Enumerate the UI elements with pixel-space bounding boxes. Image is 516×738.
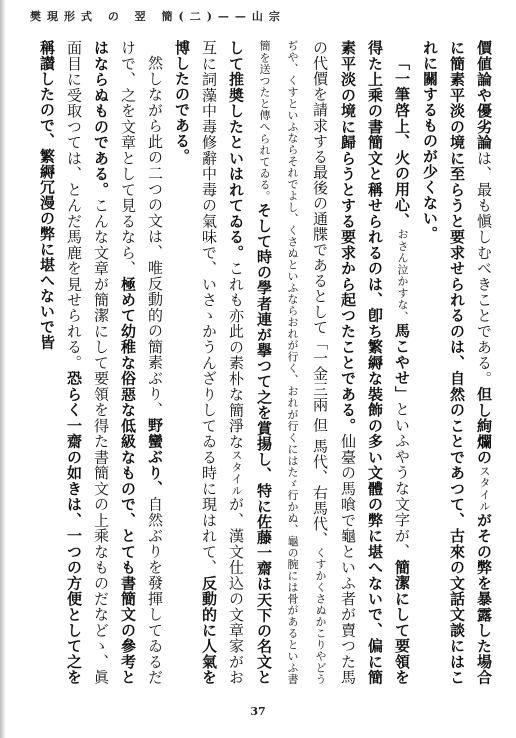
paragraph: [33, 40, 168, 685]
emphasis-text: 「一筆啓上、火の用心、: [393, 55, 411, 229]
text-run: 自然ぶりを發揮してゐるだけで、之を文章として見るなら、: [119, 40, 164, 685]
emphasis-text: 簡潔にして要領を得た上乘の書簡文と稱せられるのは、卽ち繁縟な裝飾の多い文體の弊に堪へないで、偏に簡素平淡の境に歸らうとする要求から起つたことである。: [339, 40, 411, 685]
paragraph: [416, 40, 498, 685]
emphasis-text: がその弊を暴露した場合に簡素平淡の境に至らうと要求せられるのは、自然のことであつて、古來の文話文談にはこれに關するものが少くない。: [421, 40, 493, 685]
running-head: [30, 6, 500, 26]
text-run: は、最も愼しむべきことである。: [475, 150, 493, 387]
emphasis-text: 但し絢爛の: [475, 386, 493, 466]
paragraph: [168, 40, 416, 685]
emphasis-text: 野蠻ぶり、: [146, 417, 164, 497]
text-run: が、漢文仕込の文章家がお互に詞藻中毒修辭中毒の氣味で、いさゝかうんざりしてゐる時に現はれて、: [200, 40, 245, 685]
emphasis-text: 皆: [38, 334, 56, 350]
emphasis-text: 反動的に人氣を博したのである。: [173, 40, 218, 685]
emphasis-text: そして時の學者連が擧つて之を賞揚し、特に佐藤一齋は天下の名文として推奬したといはれてゐる。: [227, 40, 273, 685]
text-run: といふやうな文字が、: [393, 401, 411, 560]
small-text: スタイル: [230, 449, 243, 497]
running-head-title: 樊現形式 の 翌 簡(二)——山宗: [30, 10, 286, 23]
emphasis-text: 極めて幼稚な俗惡な低級なもので、とても書簡文の參考とはならぬものである。: [92, 40, 137, 685]
small-text: おさん泣かすな、: [396, 228, 409, 323]
emphasis-text: 恐らく一齋の如きは、一つの方便として之を稱讃したので、繁縟冗漫の弊に堪へないで: [38, 40, 83, 685]
text-run: 然しながら此の二つの文は、唯反動的の簡素ぶり、: [146, 55, 164, 418]
emphasis-text: 馬こやせ」: [393, 322, 411, 402]
page-number: 37: [250, 705, 266, 718]
page-edge-shadow: [0, 0, 6, 738]
text-run: こんな文章が簡潔にして要領を得た書簡文の上乘なものだなどゝ、眞面目に受取つては、とんだ馬鹿を見せられる。: [65, 40, 110, 685]
small-text: スタイル: [478, 465, 491, 513]
text-run: これも亦此の素朴な簡淨な: [227, 260, 245, 450]
text-run: 仙臺の馬喰で龜といふ者が賣つた馬の代價を請求する最後の通牒であるとして「一金三兩 但 馬代、右馬代、: [311, 40, 357, 685]
emphasis-text: 價値論や優劣論: [475, 40, 493, 151]
small-text: くすかくさぬかこりやどうぢや、くすといふならそれでよし、くさぬといふならおれが行く、おれが行くにはたゞ行かぬ、龜の腕には骨があるといふ書簡を送つたと傳へられてゐる。: [258, 40, 327, 685]
body-text: [22, 40, 498, 685]
